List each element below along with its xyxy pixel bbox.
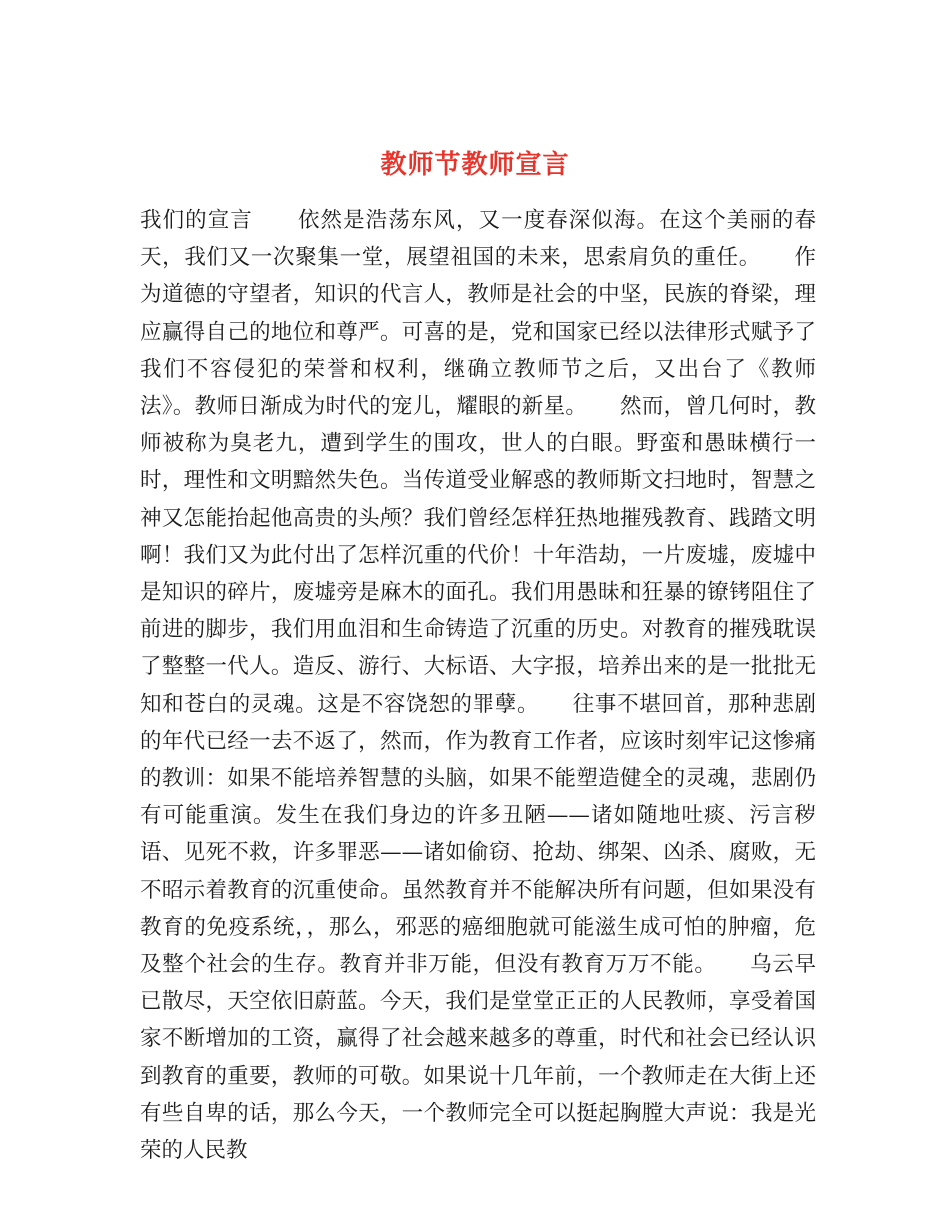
body-paragraph: 我们的宣言 依然是浩荡东风，又一度春深似海。在这个美丽的春天，我们又一次聚集一堂，展望祖国的未来，思索肩负的重任。 作为道德的守望者，知识的代言人，教师是社会的中坚，民族的脊梁，理应赢得自己的地位和尊严。可喜的是，党和国家已经以法律形式赋予了我们不容侵犯的荣誉和权利，继确立教师节之后，又出台了《教师法》。教师日渐成为时代的宠儿，耀眼的新星。 然而，曾几何时，教师被称为臭老九，遭到学生的围攻，世人的白眼。野蛮和愚昧横行一时，理性和文明黯然失色。当传道受业解惑的教师斯文扫地时，智慧之神又怎能抬起他高贵的头颅？我们曾经怎样狂热地摧残教育、践踏文明啊！我们又为此付出了怎样沉重的代价！十年浩劫，一片废墟，废墟中是知识的碎片，废墟旁是麻木的面孔。我们用愚昧和狂暴的镣铐阻住了前进的脚步，我们用血泪和生命铸造了沉重的历史。对教育的摧残耽误了整整一代人。造反、游行、大标语、大字报，培养出来的是一批批无知和苍白的灵魂。这是不容饶恕的罪孽。 往事不堪回首，那种悲剧的年代已经一去不返了，然而，作为教育工作者，应该时刻牢记这惨痛的教训：如果不能培养智慧的头脑，如果不能塑造健全的灵魂，悲剧仍有可能重演。发生在我们身边的许多丑陋——诸如随地吐痰、污言秽语、见死不救，许多罪恶——诸如偷窃、抢劫、绑架、凶杀、腐败，无不昭示着教育的沉重使命。虽然教育并不能解决所有问题，但如果没有教育的免疫系统，，那么，邪恶的癌细胞就可能滋生成可怕的肿瘤，危及整个社会的生存。教育并非万能，但没有教育万万不能。 乌云早已散尽，天空依旧蔚蓝。今天，我们是堂堂正正的人民教师，享受着国家不断增加的工资，赢得了社会越来越多的尊重，时代和社会已经认识到教育的重要，教师的可敬。如果说十几年前，一个教师走在大街上还有些自卑的话，那么今天，一个教师完全可以挺起胸膛大声说：我是光荣的人民教 bbox=[140, 208, 816, 1164]
page-title: 教师节教师宣言 bbox=[380, 150, 570, 181]
